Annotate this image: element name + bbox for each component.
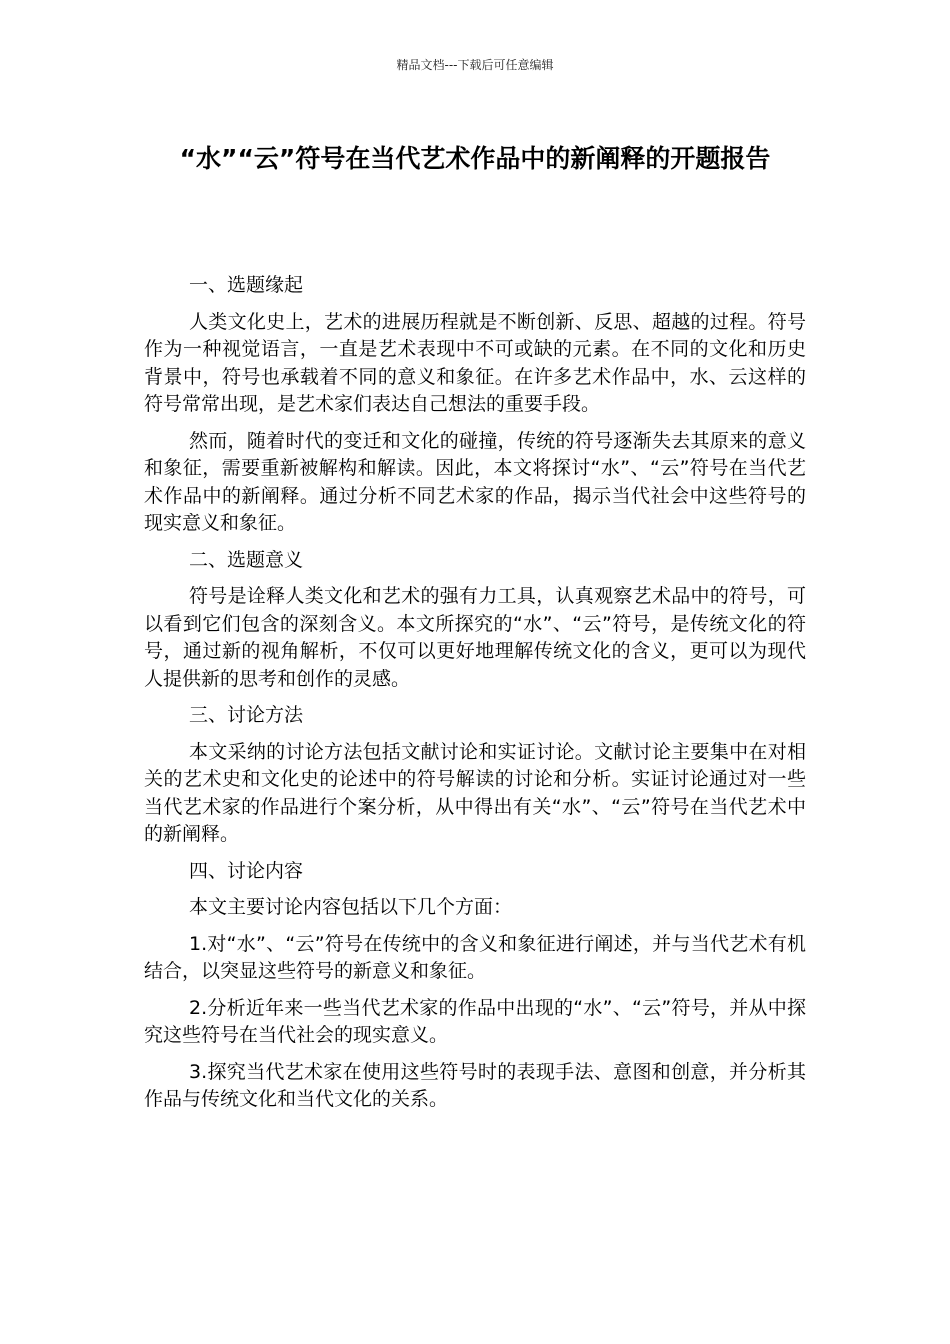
list-item: 3.探究当代艺术家在使用这些符号时的表现手法、意图和创意，并分析其作品与传统文化和当代文化的关系。: [144, 1060, 806, 1110]
list-item: 2.分析近年来一些当代艺术家的作品中出现的“水”、“云”符号，并从中探究这些符号在当代社会的现实意义。: [144, 996, 806, 1046]
section-heading: 三、讨论方法: [189, 704, 304, 726]
paragraph: 人类文化史上，艺术的进展历程就是不断创新、反思、超越的过程。符号作为一种视觉语言，一直是艺术表现中不可或缺的元素。在不同的文化和历史背景中，符号也承载着不同的意义和象征。在许多艺术作品中，水、云这样的符号常常出现，是艺术家们表达自己想法的重要手段。: [144, 310, 806, 415]
document-title: “水”“云”符号在当代艺术作品中的新阐释的开题报告: [179, 144, 771, 173]
section-heading: 一、选题缘起: [189, 274, 304, 296]
section-research-method: [144, 702, 806, 849]
paragraph: 本文采纳的讨论方法包括文献讨论和实证讨论。文献讨论主要集中在对相关的艺术史和文化史的论述中的符号解读的讨论和分析。实证讨论通过对一些当代艺术家的作品进行个案分析，从中得出有关“水”、“云”符号在当代艺术中的新阐释。: [144, 740, 806, 845]
paragraph: 然而，随着时代的变迁和文化的碰撞，传统的符号逐渐失去其原来的意义和象征，需要重新被解构和解读。因此，本文将探讨“水”、“云”符号在当代艺术作品中的新阐释。通过分析不同艺术家的作品，揭示当代社会中这些符号的现实意义和象征。: [144, 429, 806, 534]
paragraph: 本文主要讨论内容包括以下几个方面：: [189, 896, 513, 918]
page-header: 精品文档---下载后可任意编辑: [396, 58, 554, 72]
section-heading: 二、选题意义: [189, 548, 304, 571]
document-body: [144, 272, 806, 1123]
section-heading: 四、讨论内容: [189, 859, 304, 882]
section-topic-significance: [144, 547, 806, 694]
section-topic-origin: [144, 272, 806, 538]
paragraph: 符号是诠释人类文化和艺术的强有力工具，认真观察艺术品中的符号，可以看到它们包含的深刻含义。本文所探究的“水”、“云”符号，是传统文化的符号，通过新的视角解析，不仅可以更好地理解传统文化的含义，更可以为现代人提供新的思考和创作的灵感。: [144, 585, 806, 690]
list-item: 1.对“水”、“云”符号在传统中的含义和象征进行阐述，并与当代艺术有机结合，以突显这些符号的新意义和象征。: [144, 932, 806, 982]
section-research-content: [144, 858, 806, 1114]
